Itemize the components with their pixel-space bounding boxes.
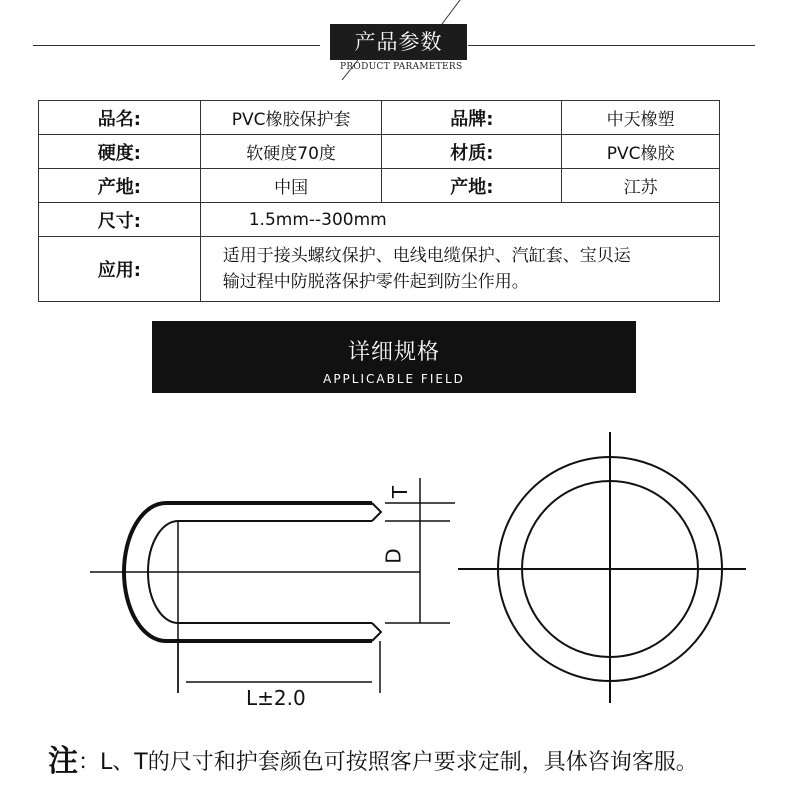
material-value: PVC橡胶 <box>562 135 720 169</box>
spec-banner <box>152 321 636 393</box>
l-label: L±2.0 <box>246 686 306 710</box>
table-row <box>39 135 720 169</box>
table-row <box>39 169 720 203</box>
table-row <box>39 237 720 302</box>
table-row <box>39 101 720 135</box>
section-subtitle: PRODUCT PARAMETERS <box>340 62 463 72</box>
sleeve-break-top <box>372 503 381 521</box>
banner-title: 详细规格 <box>347 340 440 365</box>
size-value: 1.5mm--300mm <box>200 203 719 237</box>
application-label: 应用: <box>39 237 201 302</box>
sleeve-break-bottom <box>372 623 381 641</box>
application-line-1: 适用于接头螺纹保护、电线电缆保护、汽缸套、宝贝运 <box>222 246 631 266</box>
application-line-2: 输过程中防脱落保护零件起到防尘作用。 <box>222 272 529 292</box>
table-row <box>39 203 720 237</box>
size-label: 尺寸: <box>39 203 201 237</box>
origin-value: 中国 <box>200 169 382 203</box>
d-label: D <box>381 548 406 564</box>
banner-subtitle: APPLICABLE FIELD <box>323 372 465 386</box>
header-rule-right <box>468 45 755 46</box>
application-value <box>200 237 719 302</box>
note-prefix: 注 <box>48 744 78 779</box>
header-rule-left <box>33 45 320 46</box>
footer-note <box>48 736 698 780</box>
params-table <box>38 100 720 302</box>
brand-label: 品牌: <box>382 101 562 135</box>
hardness-value: 软硬度70度 <box>200 135 382 169</box>
hardness-label: 硬度: <box>39 135 201 169</box>
origin2-value: 江苏 <box>562 169 720 203</box>
material-label: 材质: <box>382 135 562 169</box>
section-title: 产品参数 <box>330 24 467 60</box>
origin2-label: 产地: <box>382 169 562 203</box>
name-label: 品名: <box>39 101 201 135</box>
origin-label: 产地: <box>39 169 201 203</box>
name-value: PVC橡胶保护套 <box>200 101 382 135</box>
note-text: ：L、T的尺寸和护套颜色可按照客户要求定制，具体咨询客服。 <box>78 750 698 775</box>
t-label: T <box>388 485 413 499</box>
brand-value: 中天橡塑 <box>562 101 720 135</box>
